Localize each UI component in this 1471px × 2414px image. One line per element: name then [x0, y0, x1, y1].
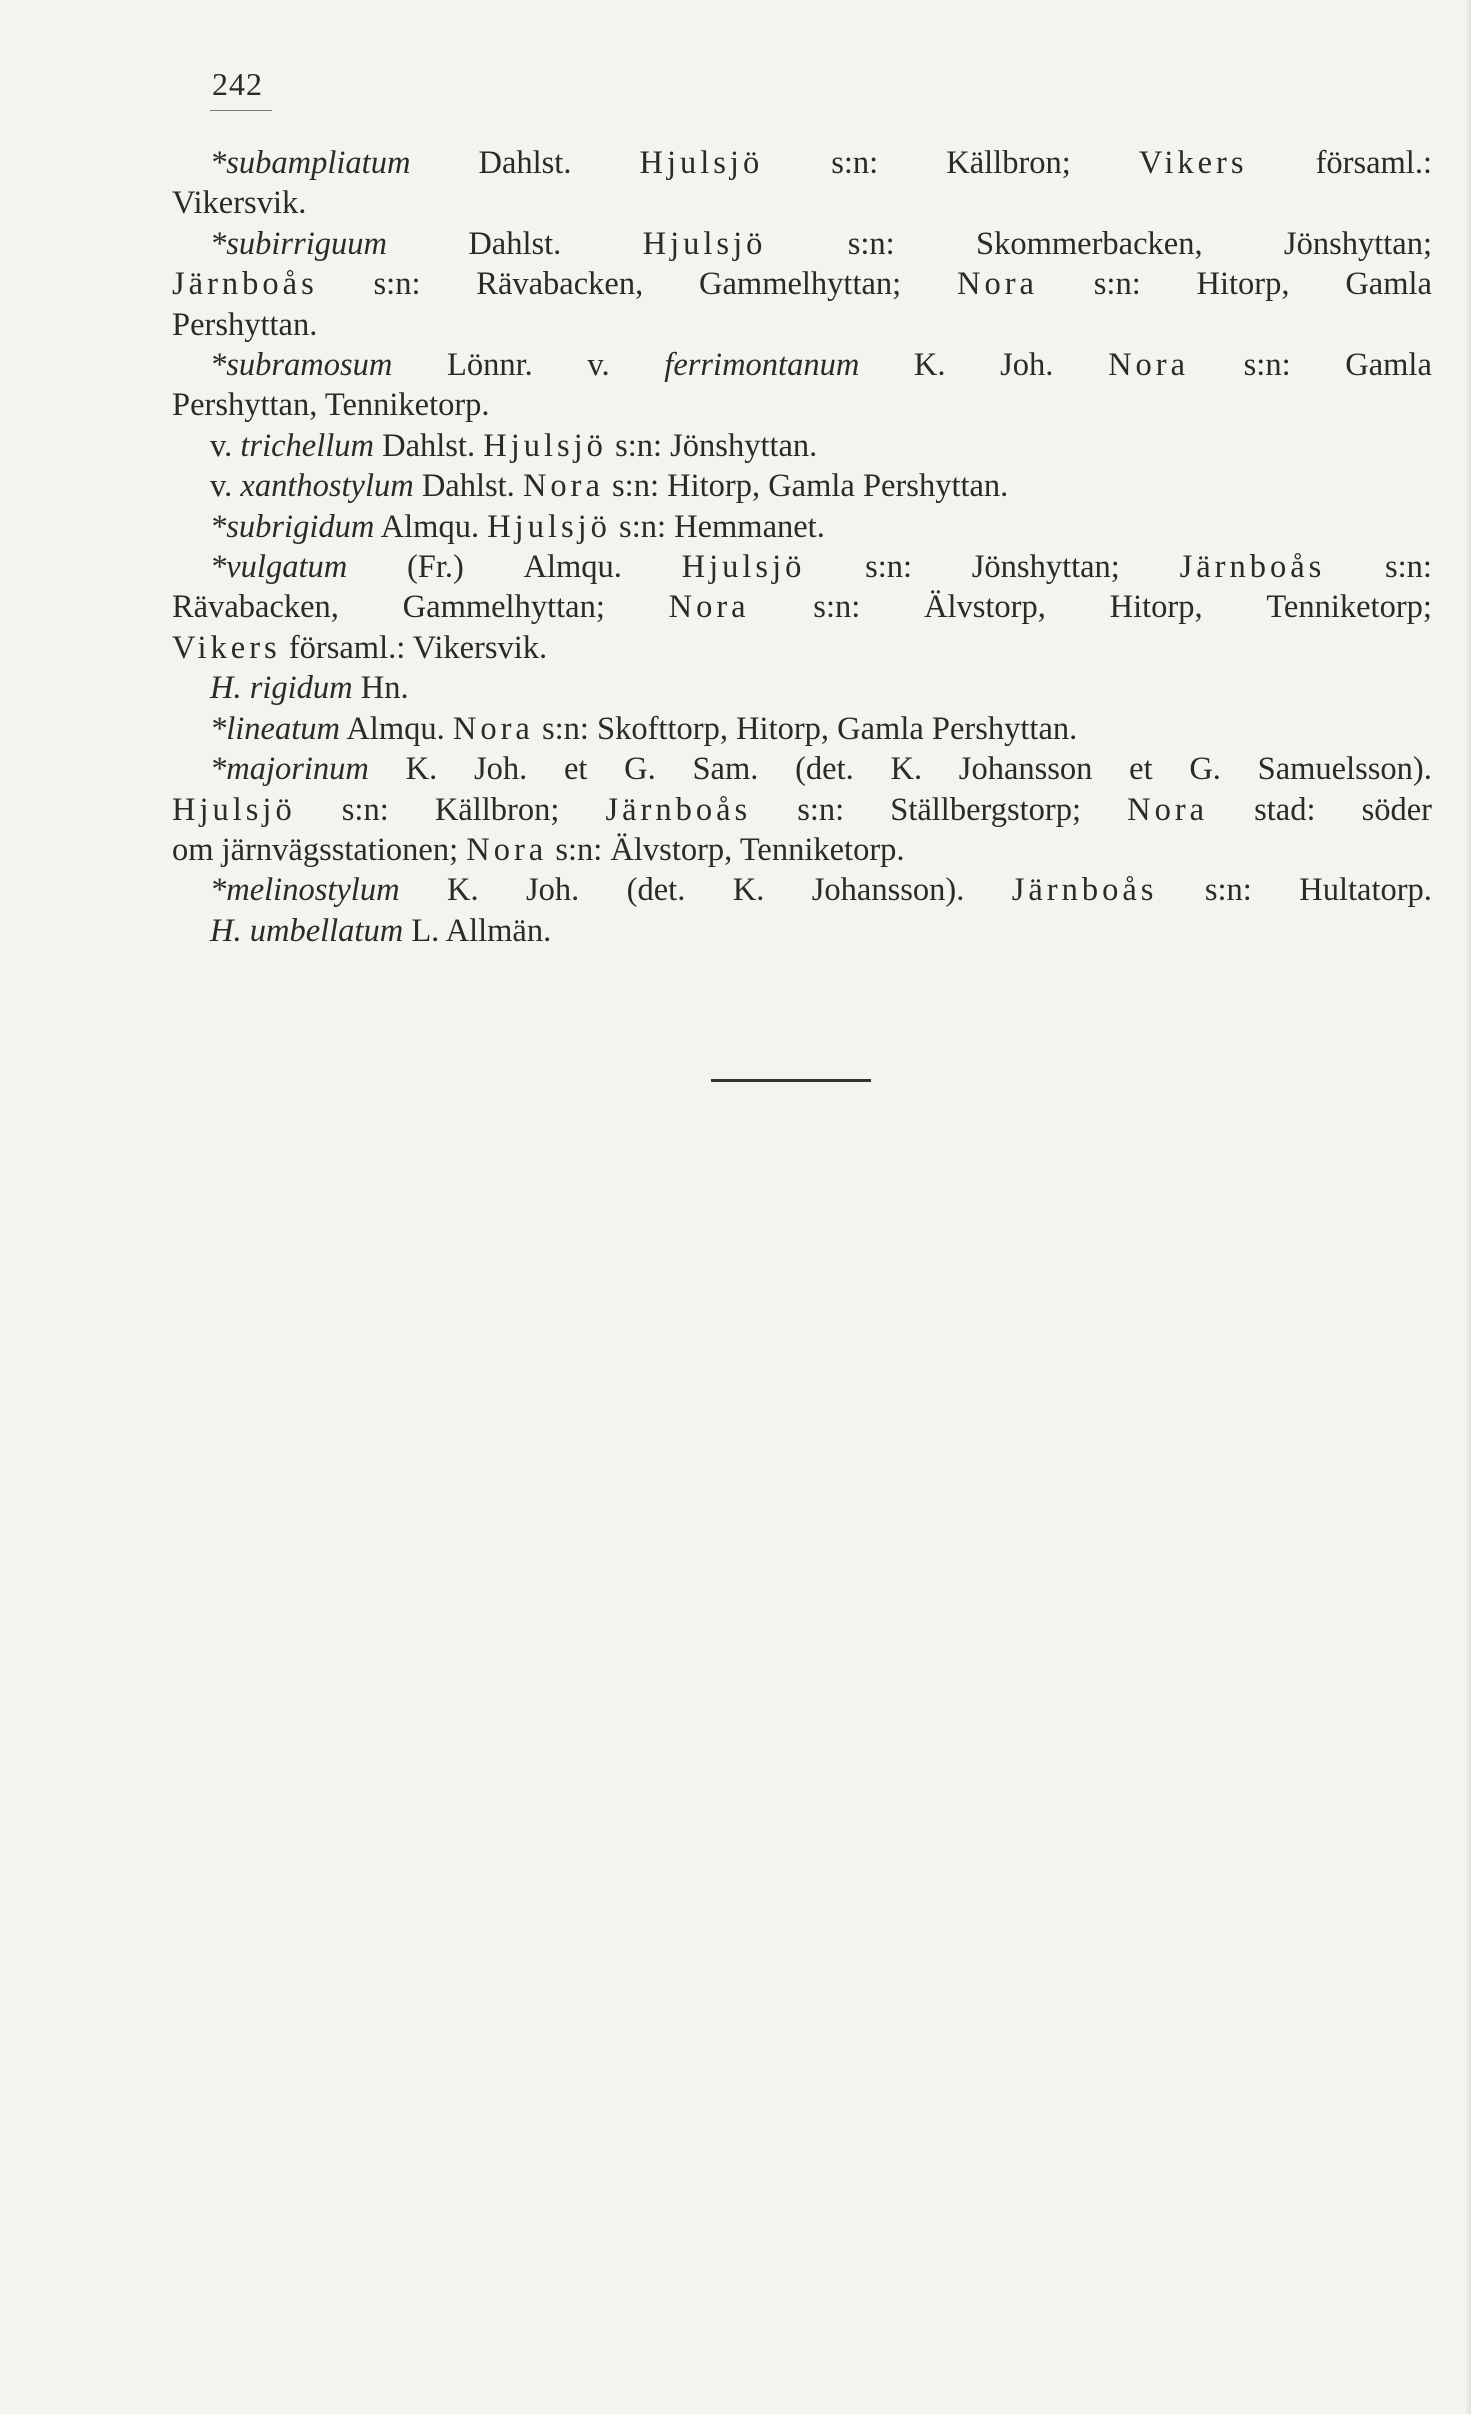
text-segment: Skommerbacken,	[976, 225, 1203, 262]
text-segment: Pershyttan, Tenniketorp.	[172, 387, 490, 424]
text-segment: Älvstorp,	[924, 589, 1046, 626]
text-line	[172, 709, 1432, 749]
taxon-name: *vulgatum	[210, 549, 348, 586]
text-segment: Dahlst.	[413, 468, 523, 505]
text-segment: s:n:	[847, 225, 895, 262]
taxon-name: *subramosum	[210, 347, 393, 384]
text-line	[172, 749, 1432, 789]
text-segment: s:n:	[341, 791, 389, 828]
text-segment: Vikers	[172, 629, 281, 666]
taxon-name: *subampliatum	[210, 145, 411, 181]
text-segment: L. Allmän.	[403, 912, 552, 949]
text-segment: Jönshyttan;	[1283, 225, 1432, 262]
text-segment: Dahlst.	[468, 225, 562, 262]
text-line	[172, 547, 1432, 587]
taxon-name: *lineatum	[210, 710, 340, 747]
text-segment: Hjulsjö	[639, 145, 764, 181]
text-segment: Dahlst.	[373, 427, 484, 464]
text-segment: s:n:	[865, 549, 913, 586]
text-segment: Nora	[1108, 347, 1190, 384]
taxon-name: xanthostylum	[240, 468, 414, 505]
text-segment: Nora	[452, 710, 534, 747]
text-segment: s:n:	[373, 266, 421, 303]
text-segment: G.	[1189, 751, 1221, 788]
text-segment: om järnvägsstationen;	[172, 831, 467, 868]
page-edge	[1465, 0, 1471, 2414]
text-segment: s:n:	[1385, 549, 1432, 586]
taxon-name: ferrimontanum	[664, 347, 860, 384]
text-segment: Nora	[957, 266, 1038, 303]
text-segment: Järnboås	[172, 266, 318, 303]
text-segment: v.	[210, 468, 241, 505]
text-segment: Gamla	[1345, 347, 1432, 384]
text-segment: K.	[732, 872, 765, 909]
text-segment: s:n:	[831, 145, 879, 181]
text-line	[172, 224, 1432, 264]
text-line	[172, 143, 1432, 183]
text-segment: K.	[405, 751, 438, 788]
text-segment: Vikers	[1138, 145, 1248, 181]
text-segment: Almqu.	[374, 508, 488, 545]
text-segment: Johansson).	[811, 872, 965, 909]
taxon-name: *subirriguum	[210, 225, 387, 262]
text-line	[172, 587, 1432, 627]
text-segment: Nora	[522, 468, 604, 505]
text-segment: Joh.	[1000, 347, 1054, 384]
text-segment: Gamla	[1345, 266, 1432, 303]
text-segment: församl.:	[1315, 145, 1432, 181]
text-line	[172, 345, 1432, 385]
text-segment: Hultatorp.	[1299, 872, 1432, 909]
text-segment: K.	[913, 347, 946, 384]
text-segment: Hjulsjö	[483, 427, 607, 464]
text-segment: Almqu.	[339, 710, 453, 747]
text-segment: Hitorp,	[1196, 266, 1290, 303]
text-segment: Gammelhyttan;	[402, 589, 605, 626]
text-line	[172, 507, 1432, 547]
text-line	[172, 870, 1432, 910]
taxon-name: H. rigidum	[210, 670, 353, 707]
text-segment: s:n: Älvstorp, Tenniketorp.	[547, 831, 905, 868]
text-segment: Hjulsjö	[642, 225, 767, 262]
text-segment: s:n:	[1243, 347, 1291, 384]
text-line	[172, 264, 1432, 304]
text-segment: Joh.	[473, 751, 528, 788]
text-segment: Nora	[466, 831, 548, 868]
text-segment: Källbron;	[946, 145, 1071, 181]
text-segment: Järnboås	[1011, 872, 1158, 909]
text-segment: Vikersvik.	[172, 185, 307, 222]
text-segment: Nora	[1127, 791, 1209, 828]
text-segment: Tenniketorp;	[1266, 589, 1432, 626]
text-segment: s:n: Jönshyttan.	[606, 427, 818, 464]
text-segment: Hitorp,	[1109, 589, 1203, 626]
text-segment: K.	[446, 872, 479, 909]
text-segment: Järnboås	[605, 791, 752, 828]
text-segment: Jönshyttan;	[971, 549, 1120, 586]
taxon-name: *majorinum	[210, 751, 369, 788]
text-segment: Källbron;	[434, 791, 560, 828]
text-segment: Pershyttan.	[172, 306, 318, 343]
text-segment: K.	[890, 751, 923, 788]
text-line	[172, 305, 1432, 345]
text-line	[172, 628, 1432, 668]
text-segment: s:n:	[813, 589, 861, 626]
text-segment: s:n: Hitorp, Gamla Pershyttan.	[603, 468, 1009, 505]
text-segment: församl.: Vikersvik.	[280, 629, 548, 666]
text-segment: Samuelsson).	[1257, 751, 1432, 788]
text-segment: Almqu.	[523, 549, 622, 586]
text-segment: v.	[210, 427, 241, 464]
text-segment: Hjulsjö	[172, 791, 296, 828]
text-line	[172, 426, 1432, 466]
taxon-name: *subrigidum	[210, 508, 375, 545]
text-segment: et	[1129, 751, 1153, 788]
text-segment: Sam.	[692, 751, 759, 788]
text-line	[172, 385, 1432, 425]
taxon-name: trichellum	[240, 427, 374, 464]
text-segment: Gammelhyttan;	[699, 266, 902, 303]
text-segment: Järnboås	[1179, 549, 1326, 586]
text-segment: Ställbergstorp;	[890, 791, 1082, 828]
text-segment: Joh.	[525, 872, 580, 909]
text-segment: stad:	[1254, 791, 1316, 828]
text-segment: Hjulsjö	[487, 508, 611, 545]
text-segment: s:n:	[797, 791, 845, 828]
taxon-name: H. umbellatum	[210, 912, 404, 949]
text-segment: s:n:	[1204, 872, 1252, 909]
text-segment: et	[563, 751, 588, 788]
text-segment: Rävabacken,	[476, 266, 644, 303]
text-segment: Hn.	[352, 670, 409, 707]
text-line	[172, 183, 1432, 223]
text-segment: (det.	[626, 872, 686, 909]
page-number-underline	[210, 110, 272, 111]
text-segment: G.	[624, 751, 656, 788]
page-number: 242	[212, 66, 263, 102]
text-segment: Nora	[668, 589, 750, 626]
text-segment: Lönnr.	[447, 347, 533, 384]
text-segment: Dahlst.	[478, 145, 572, 181]
text-line	[172, 830, 1432, 870]
text-segment: (det.	[795, 751, 854, 788]
text-line	[172, 668, 1432, 708]
text-line	[172, 790, 1432, 830]
body-text	[172, 143, 1432, 951]
end-rule	[711, 1079, 871, 1082]
text-line	[172, 911, 1432, 951]
taxon-name: *melinostylum	[210, 872, 400, 909]
text-segment: Johansson	[958, 751, 1093, 788]
text-segment: Hjulsjö	[681, 549, 806, 586]
text-segment: (Fr.)	[406, 549, 464, 586]
text-segment: s:n: Hemmanet.	[610, 508, 825, 545]
text-line	[172, 466, 1432, 506]
text-segment: v.	[587, 347, 610, 384]
text-segment: söder	[1361, 791, 1432, 828]
text-segment: s:n:	[1093, 266, 1141, 303]
text-segment: s:n: Skofttorp, Hitorp, Gamla Pershyttan.	[533, 710, 1078, 747]
text-segment: Rävabacken,	[172, 589, 339, 626]
